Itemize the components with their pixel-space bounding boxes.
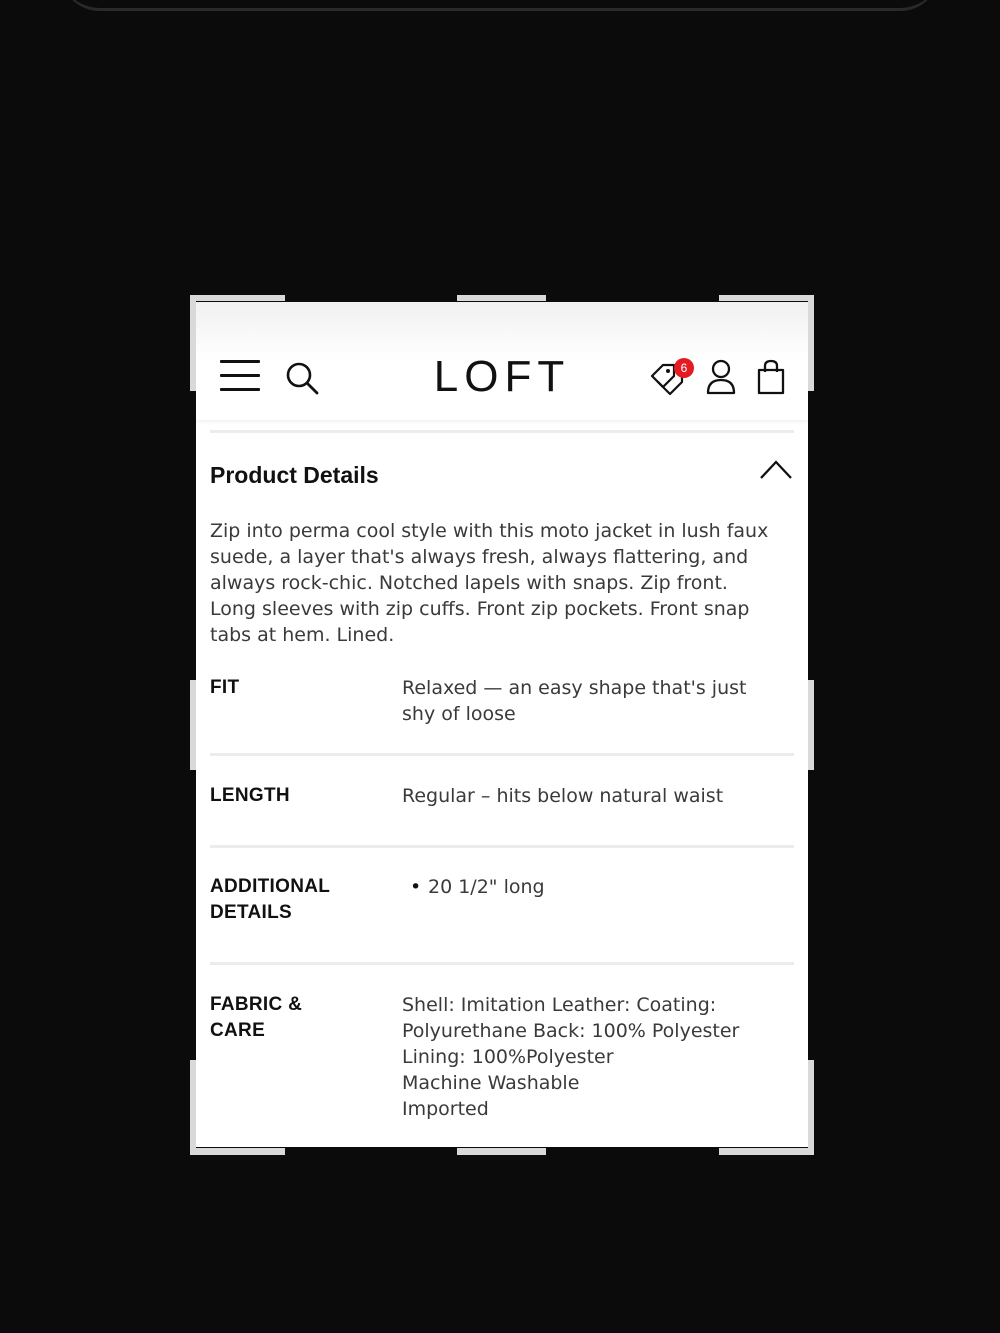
length-label: LENGTH <box>210 785 290 806</box>
crop-handle-top-center[interactable] <box>457 295 546 301</box>
search-icon[interactable] <box>284 360 320 396</box>
divider <box>210 845 794 848</box>
crop-handle-bottom-right-vertical[interactable] <box>808 1060 814 1155</box>
crop-handle-bottom-left[interactable] <box>190 1148 285 1155</box>
crop-handle-right-middle[interactable] <box>808 680 814 770</box>
chevron-up-icon[interactable] <box>758 456 794 482</box>
detail-row-fabric-care <box>210 992 794 1132</box>
cropped-page <box>196 302 808 1147</box>
fabric-care-label: FABRIC & CARE <box>210 994 303 1041</box>
crop-handle-top-right-vertical[interactable] <box>808 295 814 391</box>
length-value: Regular – hits below natural waist <box>402 785 724 807</box>
fit-value: Relaxed — an easy shape that's just shy of loose <box>402 677 747 725</box>
crop-handle-bottom-center[interactable] <box>457 1148 546 1155</box>
divider <box>210 753 794 756</box>
detail-row-additional <box>210 874 794 934</box>
list-item: • 20 1/2" long <box>402 874 792 900</box>
crop-handle-top-left[interactable] <box>190 295 285 301</box>
product-description: Zip into perma cool style with this moto jacket in lush faux suede, a layer that's always fresh, always flattering, and always rock-chic. Notched lapels with snaps. Zip front. Long sleeves with zip cuffs. Front zip pockets. Front snap tabs at hem. Lined. <box>210 520 769 646</box>
fit-label: FIT <box>210 677 240 698</box>
account-icon[interactable] <box>704 358 738 396</box>
device-edge <box>60 0 940 11</box>
divider <box>210 430 794 433</box>
bag-icon[interactable] <box>754 358 788 396</box>
detail-row-length <box>210 783 794 823</box>
detail-row-fit <box>210 675 794 755</box>
crop-handle-bottom-right[interactable] <box>719 1148 814 1155</box>
offers-badge: 6 <box>674 358 694 378</box>
menu-icon[interactable] <box>220 360 260 394</box>
additional-details-label: ADDITIONAL DETAILS <box>210 876 331 923</box>
site-header <box>196 302 808 420</box>
fabric-care-value: Shell: Imitation Leather: Coating: Polyurethane Back: 100% Polyester Lining: 100%Polyester Machine Washable Imported <box>402 994 740 1120</box>
additional-details-list <box>402 874 792 900</box>
product-details-title[interactable]: Product Details <box>210 462 379 488</box>
brand-logo[interactable]: LOFT <box>433 352 571 401</box>
crop-handle-top-right[interactable] <box>719 295 814 301</box>
divider <box>210 962 794 965</box>
